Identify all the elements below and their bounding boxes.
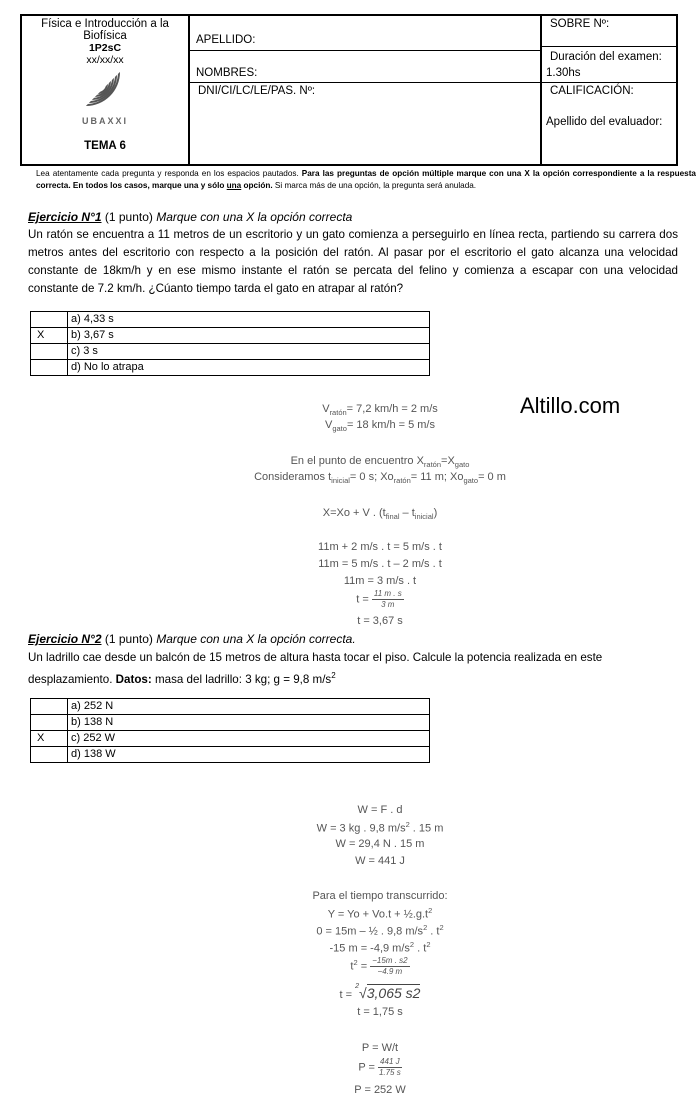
subject-cell (22, 16, 190, 164)
table-row (31, 344, 430, 360)
table-row (31, 699, 430, 715)
ex2-points: (1 punto) (104, 632, 153, 646)
ex2-heading (28, 632, 356, 646)
instructions (36, 168, 696, 192)
ex2-t2-line: $t^2$ = $\frac{-15m . s2}{-4.9 m}$ (350, 956, 408, 976)
option-label: c) 3 s (68, 344, 430, 360)
ex2-w3: W = 29,4 N . 15 m (335, 838, 425, 850)
ex2-w2: W = 3 kg . 9,8 $m/s^2$ . 15 m (316, 820, 444, 835)
ex1-text: Un ratón se encuentra a 11 metros de un escritorio y un gato comienza a perseguirlo en línea recta, partiendo su carrera dos metros antes del escritorio con respecto a la posición del ratón. Al pasar por el escritorio el gato alcanza una velocidad constante de 18km/h y en ese mismo instante el ratón se percata del felino y comienza a escapar con una velocidad constante de 7.2 km/h. ¿Cúanto tiempo tarda el gato en atrapar al ratón? (28, 228, 678, 295)
ex2-t-result: t = 1,75 s (357, 1006, 403, 1018)
ex1-step2: 11m = 5 m/s . t – 2 m/s . t (318, 558, 442, 570)
option-label: c) 252 W (68, 731, 430, 747)
apellido-label: APELLIDO: (196, 34, 256, 46)
ex2-y3: -15 m = -4,9 $m/s^2$ . $t^2$ (329, 940, 431, 955)
table-row (31, 312, 430, 328)
table-row (31, 360, 430, 376)
ex1-options-table (30, 311, 430, 376)
option-mark[interactable] (31, 312, 68, 328)
option-label: a) 252 N (68, 699, 430, 715)
ex1-v-raton: $V_{ratón}= 7,2$ km/h = 2 m/s (322, 403, 438, 418)
option-label: b) 138 N (68, 715, 430, 731)
ex2-p2-fraction: $\frac{441 J}{1.75 s}$ (378, 1057, 401, 1077)
ex2-options-table (30, 698, 430, 763)
exam-date: xx/xx/xx (86, 54, 124, 66)
instructions-part3: En todos los casos, marque una y sólo (72, 181, 225, 190)
ex2-p3: P = 252 W (354, 1084, 406, 1096)
student-info-cell (190, 16, 542, 164)
ex2-root: $^2$√3,065 s2 (355, 983, 421, 1001)
ex2-y1: $Y = Yo + Vo.t + \frac{1}{2}.g.t^2$ (327, 906, 433, 921)
ex1-heading (28, 210, 352, 224)
option-mark[interactable] (31, 360, 68, 376)
option-mark[interactable]: X (31, 328, 68, 344)
subject-line2: Biofísica (83, 30, 127, 42)
option-label: a) 4,33 s (68, 312, 430, 328)
option-mark[interactable] (31, 344, 68, 360)
ex2-w1: W = F . d (357, 804, 403, 816)
ex1-equation: X=Xo + V . $(t_{final} - t_{inicial})$ (322, 507, 438, 522)
ex1-step1: 11m + 2 m/s . t = 5 m/s . t (318, 541, 442, 553)
dni-label: DNI/CI/LC/LE/PAS. Nº: (198, 85, 316, 97)
instructions-part1: Lea atentamente cada pregunta y responda en los espacios pautados. (36, 169, 299, 178)
ex1-instruction: Marque con una X la opción correcta (156, 210, 353, 224)
ex1-title: Ejercicio N°1 (28, 210, 102, 224)
table-row (31, 731, 430, 747)
ex2-y2: 0 = 15m – ½ . 9,8 $m/s^2$ . $t^2$ (316, 923, 444, 938)
instructions-part6: Si marca más de una opción, la pregunta será anulada. (274, 181, 477, 190)
ex1-points: (1 punto) (104, 210, 153, 224)
ex2-root-line: t = $^2$√3,065 s2 (339, 983, 421, 1001)
exam-header (20, 14, 678, 166)
ex1-consideramos: Consideramos $t_{inicial}= 0$ s; $Xo_{ratón}= 11$ m; $Xo_{gato}= 0$ m (254, 471, 506, 486)
ex2-w4: W = 441 J (355, 855, 405, 867)
ubaxxi-logo-icon (86, 72, 124, 114)
altillo-watermark: Altillo.com (520, 393, 621, 418)
ex1-step3: 11m = 3 m/s . t (343, 575, 417, 587)
nombres-label: NOMBRES: (196, 67, 258, 79)
ex2-text: Un ladrillo cae desde un balcón de 15 metros de altura hasta tocar el piso. Calcule la potencia realizada en este desplazamiento. Datos: masa del ladrillo: 3 kg; g = 9,8 $m/s^2$ (28, 651, 603, 686)
tema-label: TEMA 6 (84, 140, 126, 152)
instructions-part4: una (226, 181, 242, 190)
option-label: b) 3,67 s (68, 328, 430, 344)
calificacion-label: CALIFICACIÓN: (550, 85, 634, 97)
option-mark[interactable] (31, 747, 68, 763)
evaluador-label: Apellido del evaluador: (546, 116, 663, 128)
duracion-label: Duración del examen: (550, 51, 662, 63)
ex1-fraction-line: t = $\frac{11 m . s}{3 m}$ (356, 589, 402, 609)
ex2-p2-line: P = $\frac{441 J}{1.75 s}$ (358, 1057, 401, 1077)
table-row (31, 747, 430, 763)
ex1-encuentro: En el punto de encuentro $X_{ratón}=X_{gato}$ (290, 455, 470, 470)
option-label: d) 138 W (68, 747, 430, 763)
ex1-result: t = 3,67 s (357, 615, 403, 627)
course-code: 1P2sC (88, 42, 122, 54)
ex2-t2-fraction: $\frac{-15m . s2}{-4.9 m}$ (372, 956, 408, 976)
option-mark[interactable] (31, 715, 68, 731)
ex2-tiempo: Para el tiempo transcurrido: (312, 890, 448, 902)
instructions-part5: opción. (243, 181, 273, 190)
ex2-instruction: Marque con una X la opción correcta. (156, 632, 356, 646)
table-row (31, 715, 430, 731)
option-label: d) No lo atrapa (68, 360, 430, 376)
table-row (31, 328, 430, 344)
subject-line1: Física e Introducción a la (41, 18, 169, 30)
ex1-v-gato: $V_{gato}= 18$ km/h = 5 m/s (325, 419, 435, 434)
option-mark[interactable] (31, 699, 68, 715)
sobre-label: SOBRE Nº: (550, 18, 610, 30)
duracion-value: 1.30hs (546, 67, 581, 79)
ex2-p1: P = W/t (361, 1042, 399, 1054)
admin-cell (542, 16, 676, 164)
logo-text: UBAXXI (81, 116, 128, 126)
instructions-part2: Para las preguntas de opción múltiple marque con una X la opción correspondiente a la respuesta correcta. (36, 169, 696, 190)
option-mark[interactable]: X (31, 731, 68, 747)
ex1-fraction: $\frac{11 m . s}{3 m}$ (373, 589, 402, 609)
ex2-title: Ejercicio N°2 (28, 632, 102, 646)
